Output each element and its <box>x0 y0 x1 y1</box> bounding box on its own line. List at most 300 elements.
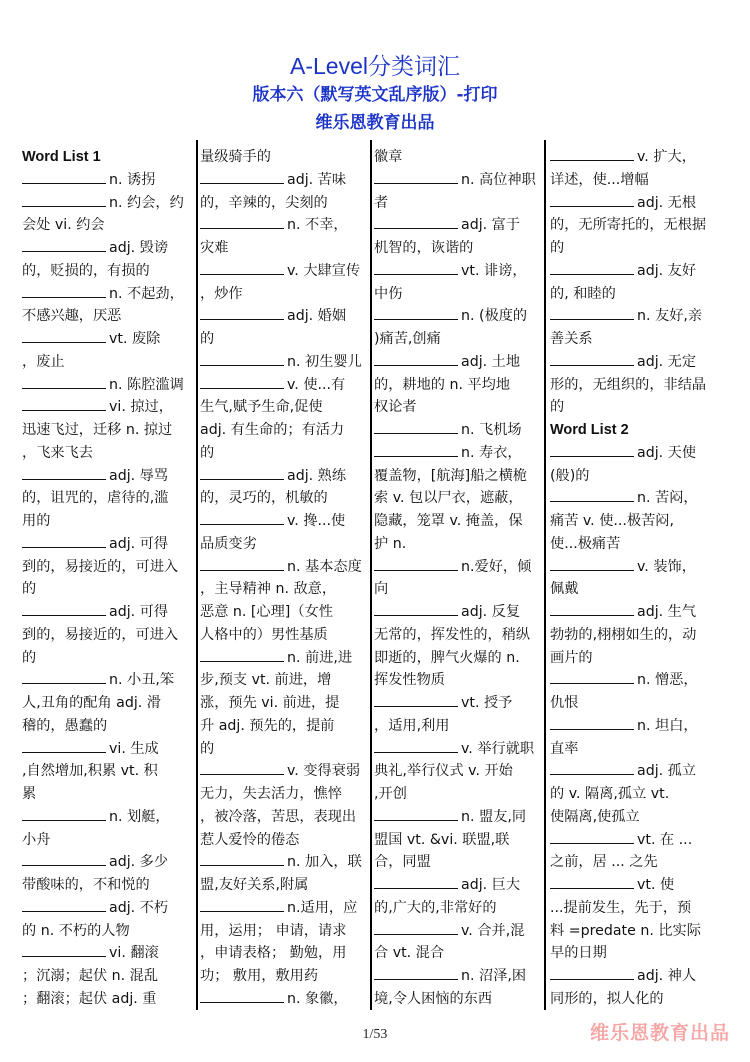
definition-line <box>200 738 372 761</box>
definition-line <box>550 851 722 874</box>
answer-blank <box>374 445 458 457</box>
line-text: 的 <box>22 581 37 598</box>
line-text: 痛苦 v. 使...极苦闷, <box>550 513 674 529</box>
definition-line <box>200 806 372 829</box>
answer-blank <box>374 422 458 434</box>
definition-line <box>374 897 546 920</box>
answer-blank <box>22 172 106 184</box>
line-text: n. 盟友,同 <box>461 808 527 825</box>
definition-line <box>22 715 194 738</box>
vocab-entry <box>22 738 194 761</box>
line-text: 步,预支 vt. 前进，增 <box>200 672 332 689</box>
line-text: n. 前进,进 <box>287 649 353 666</box>
line-text: n.适用，应 <box>287 899 358 916</box>
definition-line <box>22 988 194 1011</box>
definition-line <box>200 237 372 260</box>
line-text: n. 小丑,笨 <box>109 672 175 689</box>
definition-line <box>550 328 722 351</box>
definition-line <box>374 237 546 260</box>
vocab-entry <box>550 556 722 579</box>
definition-line <box>374 510 546 533</box>
definition-line <box>22 487 194 510</box>
line-text: n. 不幸， <box>287 217 348 234</box>
line-text: n. 飞机场 <box>461 422 522 438</box>
publisher-line: 维乐恩教育出品 <box>315 113 435 133</box>
line-text: ；翻滚；起伏 adj. 重 <box>22 990 157 1007</box>
vocab-entry <box>200 760 372 783</box>
definition-line <box>550 624 722 647</box>
answer-blank <box>374 559 458 571</box>
answer-blank <box>374 877 458 889</box>
line-text: 盟国 vt. &vi. 联盟,联 <box>374 831 510 848</box>
line-text: 量级骑手的 <box>200 149 271 165</box>
vocab-entry <box>22 192 194 215</box>
definition-line <box>22 442 194 465</box>
vocab-entry <box>374 419 546 442</box>
line-text: adj. 富于 <box>461 217 521 234</box>
vocab-entry <box>22 533 194 556</box>
definition-line <box>200 396 372 419</box>
line-text: 惹人爱怜的倦态 <box>200 831 300 848</box>
line-text: 料 =predate n. 比实际 <box>550 922 701 939</box>
line-text: ，适用,利用 <box>374 717 450 734</box>
line-text: n. 苦闷， <box>637 490 698 507</box>
answer-blank <box>200 900 284 912</box>
definition-line <box>550 920 722 943</box>
definition-line <box>22 214 194 237</box>
definition-line <box>200 829 372 852</box>
definition-line <box>374 533 546 556</box>
definition-line <box>200 146 372 169</box>
line-text: 的 <box>550 399 565 416</box>
line-text: 直率 <box>550 740 579 757</box>
definition-line <box>550 988 722 1011</box>
vocab-entry <box>374 169 546 192</box>
line-text: 画片的 <box>550 649 593 666</box>
answer-blank <box>200 763 284 775</box>
line-text: Word List 1 <box>22 149 101 165</box>
line-text: 善关系 <box>550 331 593 347</box>
answer-blank <box>200 217 284 229</box>
answer-blank <box>22 900 106 912</box>
vocab-entry <box>22 465 194 488</box>
line-text: 覆盖物，[航海]船之横桅 <box>374 467 527 484</box>
definition-line <box>374 283 546 306</box>
vocab-entry <box>550 260 722 283</box>
line-text: vt. 使 <box>637 877 675 893</box>
vocab-entry <box>550 351 722 374</box>
vocab-entry <box>550 965 722 988</box>
answer-blank <box>22 672 106 684</box>
answer-blank <box>22 331 106 343</box>
line-text: adj. 毁谤 <box>109 240 169 256</box>
line-text: 境,令人困恼的东西 <box>374 990 493 1007</box>
vocab-entry <box>22 328 194 351</box>
line-text: 的，贬损的，有损的 <box>22 262 150 279</box>
vocab-entry <box>200 897 372 920</box>
line-text: adj. 熟练 <box>287 467 347 484</box>
line-text: n. 划艇， <box>109 808 170 825</box>
vocab-entry <box>374 965 546 988</box>
line-text: 机智的，诙谐的 <box>374 240 474 256</box>
word-list-columns <box>22 146 732 1016</box>
answer-blank <box>374 695 458 707</box>
word-column-2 <box>200 146 372 1016</box>
line-text: v. 搀...使 <box>287 513 346 529</box>
definition-line <box>200 942 372 965</box>
line-text: n. 憎恶， <box>637 672 698 689</box>
definition-line <box>200 783 372 806</box>
line-text: adj. 可得 <box>109 535 169 552</box>
vocab-entry <box>550 874 722 897</box>
answer-blank <box>200 513 284 525</box>
line-text: 到的，易接近的，可进入 <box>22 558 179 575</box>
vocab-entry <box>374 920 546 943</box>
line-text: 的，诅咒的，虐待的,滥 <box>22 490 169 507</box>
line-text: adj. 孤立 <box>637 763 697 780</box>
definition-line <box>550 783 722 806</box>
line-text: n. 坦白， <box>637 717 698 734</box>
answer-blank <box>22 399 106 411</box>
line-text: v. 变得衰弱 <box>287 763 361 780</box>
line-text: ,开创 <box>374 786 407 802</box>
vocab-entry <box>22 396 194 419</box>
answer-blank <box>550 263 634 275</box>
definition-line <box>550 533 722 556</box>
line-text: 的，辛辣的，尖刻的 <box>200 194 328 211</box>
definition-line <box>550 942 722 965</box>
answer-blank <box>550 763 634 775</box>
definition-line <box>374 192 546 215</box>
vocab-entry <box>550 146 722 169</box>
line-text: 累 <box>22 786 37 802</box>
line-text: )痛苦,创痛 <box>374 331 441 347</box>
answer-blank <box>374 809 458 821</box>
vocab-entry <box>550 442 722 465</box>
line-text: 权论者 <box>374 399 417 416</box>
line-text: 合，同盟 <box>374 854 431 871</box>
vocab-entry <box>22 237 194 260</box>
definition-line <box>22 578 194 601</box>
line-text: n. 不起劲， <box>109 285 184 302</box>
answer-blank <box>22 240 106 252</box>
answer-blank <box>550 832 634 844</box>
line-text: 生气,赋予生命,促使 <box>200 399 323 416</box>
publisher-watermark: 维乐恩教育出品 <box>589 1022 730 1044</box>
definition-line <box>374 669 546 692</box>
vocab-entry <box>374 692 546 715</box>
definition-line <box>374 783 546 806</box>
answer-blank <box>22 377 106 389</box>
line-text: n. 友好,亲 <box>637 308 703 325</box>
definition-line <box>22 351 194 374</box>
answer-blank <box>550 559 634 571</box>
definition-line <box>550 806 722 829</box>
vocab-entry <box>374 806 546 829</box>
line-text: n. 高位神职 <box>461 171 536 188</box>
vocab-entry <box>374 738 546 761</box>
definition-line <box>374 328 546 351</box>
line-text: adj. 生气 <box>637 604 697 620</box>
definition-line <box>200 692 372 715</box>
line-text: vi. 掠过， <box>109 399 173 416</box>
definition-line <box>200 669 372 692</box>
vocab-entry <box>374 305 546 328</box>
answer-blank <box>200 468 284 480</box>
line-text: 使...极痛苦 <box>550 535 621 552</box>
line-text: 详述，使...增幅 <box>550 171 649 188</box>
answer-blank <box>200 650 284 662</box>
line-text: ,自然增加,积累 vt. 积 <box>22 763 158 780</box>
line-text: v. 大肆宣传 <box>287 262 361 279</box>
line-text: 的 <box>200 740 215 757</box>
answer-blank <box>550 308 634 320</box>
answer-blank <box>22 809 106 821</box>
line-text: 带酸味的，不和悦的 <box>22 877 150 893</box>
line-text: 典礼,举行仪式 v. 开始 <box>374 763 513 780</box>
word-column-4 <box>550 146 722 1016</box>
answer-blank <box>550 195 634 207</box>
vocab-entry <box>550 760 722 783</box>
line-text: 的，灵巧的，机敏的 <box>200 490 328 507</box>
answer-blank <box>550 672 634 684</box>
line-text: n. 象徽， <box>287 990 348 1007</box>
line-text: adj. 苦味 <box>287 171 347 188</box>
definition-line <box>200 192 372 215</box>
definition-line <box>374 760 546 783</box>
answer-blank <box>550 968 634 980</box>
line-text: vt. 授予 <box>461 695 513 711</box>
definition-line <box>200 328 372 351</box>
line-text: ，申请表格； 勤勉，用 <box>200 945 347 962</box>
answer-blank <box>374 968 458 980</box>
vocab-entry <box>200 305 372 328</box>
answer-blank <box>374 217 458 229</box>
page-number: 1/53 <box>362 1027 388 1042</box>
definition-line <box>22 965 194 988</box>
vocab-entry <box>374 214 546 237</box>
line-text: 升 adj. 预先的，提前 <box>200 717 335 734</box>
line-text: n. 诱拐 <box>109 171 156 188</box>
line-text: n. 陈腔滥调 <box>109 376 184 393</box>
definition-line <box>22 419 194 442</box>
vocab-entry <box>200 374 372 397</box>
line-text: n. 初生婴儿 <box>287 353 362 370</box>
answer-blank <box>550 490 634 502</box>
definition-line <box>374 487 546 510</box>
line-text: 向 <box>374 581 389 598</box>
definition-line <box>22 260 194 283</box>
definition-line <box>550 283 722 306</box>
vocab-entry <box>550 487 722 510</box>
vocab-entry <box>200 465 372 488</box>
definition-line <box>374 715 546 738</box>
definition-line <box>374 374 546 397</box>
definition-line <box>200 715 372 738</box>
word-list-heading <box>550 419 722 442</box>
vocab-entry <box>22 897 194 920</box>
line-text: adj. 友好 <box>637 262 697 279</box>
line-text: 佩戴 <box>550 581 579 598</box>
line-text: ...提前发生，先于，预 <box>550 899 692 916</box>
line-text: vi. 生成 <box>109 740 159 757</box>
answer-blank <box>22 195 106 207</box>
vocab-entry <box>22 942 194 965</box>
vocab-entry <box>200 851 372 874</box>
answer-blank <box>200 559 284 571</box>
line-text: 的 v. 隔离,孤立 vt. <box>550 786 670 802</box>
answer-blank <box>22 854 106 866</box>
answer-blank <box>550 445 634 457</box>
line-text: 到的，易接近的，可进入 <box>22 626 179 643</box>
line-text: 的，无所寄托的，无根据 <box>550 217 707 234</box>
definition-line <box>200 283 372 306</box>
definition-line <box>374 396 546 419</box>
line-text: 涨，预先 vi. 前进，提 <box>200 695 340 711</box>
line-text: ，被冷落，苦思，表现出 <box>200 808 357 825</box>
definition-line <box>22 874 194 897</box>
answer-blank <box>374 308 458 320</box>
line-text: adj. 有生命的；有活力 <box>200 422 345 438</box>
line-text: adj. 不朽 <box>109 899 169 916</box>
definition-line <box>22 783 194 806</box>
line-text: adj. 神人 <box>637 968 697 984</box>
vocab-entry <box>200 647 372 670</box>
definition-line <box>374 647 546 670</box>
line-text: ，废止 <box>22 353 65 370</box>
definition-line <box>374 578 546 601</box>
answer-blank <box>22 536 106 548</box>
vocab-entry <box>550 192 722 215</box>
line-text: 使隔离,使孤立 <box>550 808 640 825</box>
line-text: adj. 多少 <box>109 854 169 871</box>
answer-blank <box>374 263 458 275</box>
line-text: n. 基本态度 <box>287 558 362 575</box>
line-text: (般)的 <box>550 467 590 484</box>
answer-blank <box>374 172 458 184</box>
line-text: 的 <box>22 649 37 666</box>
line-text: ；沉溺；起伏 n. 混乱 <box>22 968 159 984</box>
answer-blank <box>374 604 458 616</box>
line-text: 用，运用； 申请，请求 <box>200 922 347 939</box>
definition-line <box>22 920 194 943</box>
definition-line <box>550 169 722 192</box>
line-text: 无常的，挥发性的，稍纵 <box>374 626 531 643</box>
line-text: 迅速飞过，迁移 n. 掠过 <box>22 422 173 438</box>
line-text: vt. 废除 <box>109 331 161 347</box>
answer-blank <box>22 468 106 480</box>
line-text: n. 约会，约 <box>109 194 184 211</box>
line-text: 小舟 <box>22 831 51 848</box>
vocab-entry <box>550 715 722 738</box>
definition-line <box>374 942 546 965</box>
definition-line <box>22 692 194 715</box>
vocab-entry <box>200 351 372 374</box>
definition-line <box>22 760 194 783</box>
definition-line <box>200 624 372 647</box>
line-text: v. 使...有 <box>287 376 346 393</box>
vocab-entry <box>374 351 546 374</box>
definition-line <box>550 465 722 488</box>
line-text: 品质变劣 <box>200 535 257 552</box>
line-text: 仇恨 <box>550 695 579 711</box>
vocab-entry <box>550 829 722 852</box>
definition-line <box>22 624 194 647</box>
line-text: 勃勃的,栩栩如生的，动 <box>550 626 697 643</box>
vocab-entry <box>22 851 194 874</box>
line-text: 徽章 <box>374 149 403 165</box>
definition-line <box>200 442 372 465</box>
definition-line <box>22 510 194 533</box>
vocab-entry <box>22 169 194 192</box>
line-text: 索 v. 包以尸衣，遮蔽， <box>374 490 523 507</box>
line-text: n. 沼泽,困 <box>461 968 527 984</box>
line-text: 的 <box>550 240 565 256</box>
answer-blank <box>200 172 284 184</box>
line-text: 功； 敷用，敷用药 <box>200 968 319 984</box>
answer-blank <box>550 877 634 889</box>
line-text: 灾难 <box>200 240 229 256</box>
line-text: 的，耕地的 n. 平均地 <box>374 376 511 393</box>
definition-line <box>550 897 722 920</box>
line-text: Word List 2 <box>550 422 629 438</box>
vocab-entry <box>550 601 722 624</box>
page-subtitle: 版本六（默写英文乱序版）-打印 <box>252 85 498 105</box>
line-text: ，飞来飞去 <box>22 444 93 461</box>
answer-blank <box>550 604 634 616</box>
answer-blank <box>22 286 106 298</box>
line-text: 的,广大的,非常好的 <box>374 899 497 916</box>
answer-blank <box>200 354 284 366</box>
vocab-entry <box>200 556 372 579</box>
line-text: v. 装饰， <box>637 558 696 575</box>
answer-blank <box>22 741 106 753</box>
word-list-heading <box>22 146 194 169</box>
line-text: v. 合并,混 <box>461 922 525 939</box>
line-text: ，主导精神 n. 敌意， <box>200 581 337 598</box>
line-text: 的 <box>200 444 215 461</box>
vocab-entry <box>374 874 546 897</box>
line-text: 之前，居 ... 之先 <box>550 854 658 871</box>
definition-line <box>200 874 372 897</box>
line-text: 挥发性物质 <box>374 672 445 689</box>
definition-line <box>550 647 722 670</box>
answer-blank <box>550 718 634 730</box>
vocab-entry <box>22 669 194 692</box>
definition-line <box>200 601 372 624</box>
definition-line <box>22 647 194 670</box>
line-text: 盟,友好关系,附属 <box>200 877 309 893</box>
definition-line <box>22 829 194 852</box>
line-text: 无力，失去活力，憔悴 <box>200 786 342 802</box>
page-title: A-Level分类词汇 <box>290 53 460 79</box>
line-text: 会处 vi. 约会 <box>22 217 105 234</box>
vocab-entry <box>200 260 372 283</box>
line-text: n. 加入，联 <box>287 854 362 871</box>
line-text: 护 n. <box>374 535 407 552</box>
line-text: adj. 辱骂 <box>109 467 169 484</box>
definition-line <box>374 988 546 1011</box>
definition-line <box>550 692 722 715</box>
vocab-entry <box>550 305 722 328</box>
line-text: v. 扩大， <box>637 149 696 165</box>
line-text: adj. 可得 <box>109 604 169 620</box>
line-text: adj. 巨大 <box>461 877 521 893</box>
line-text: 不感兴趣，厌恶 <box>22 308 122 325</box>
word-column-1 <box>22 146 194 1016</box>
vocab-entry <box>200 510 372 533</box>
line-text: adj. 反复 <box>461 604 521 620</box>
